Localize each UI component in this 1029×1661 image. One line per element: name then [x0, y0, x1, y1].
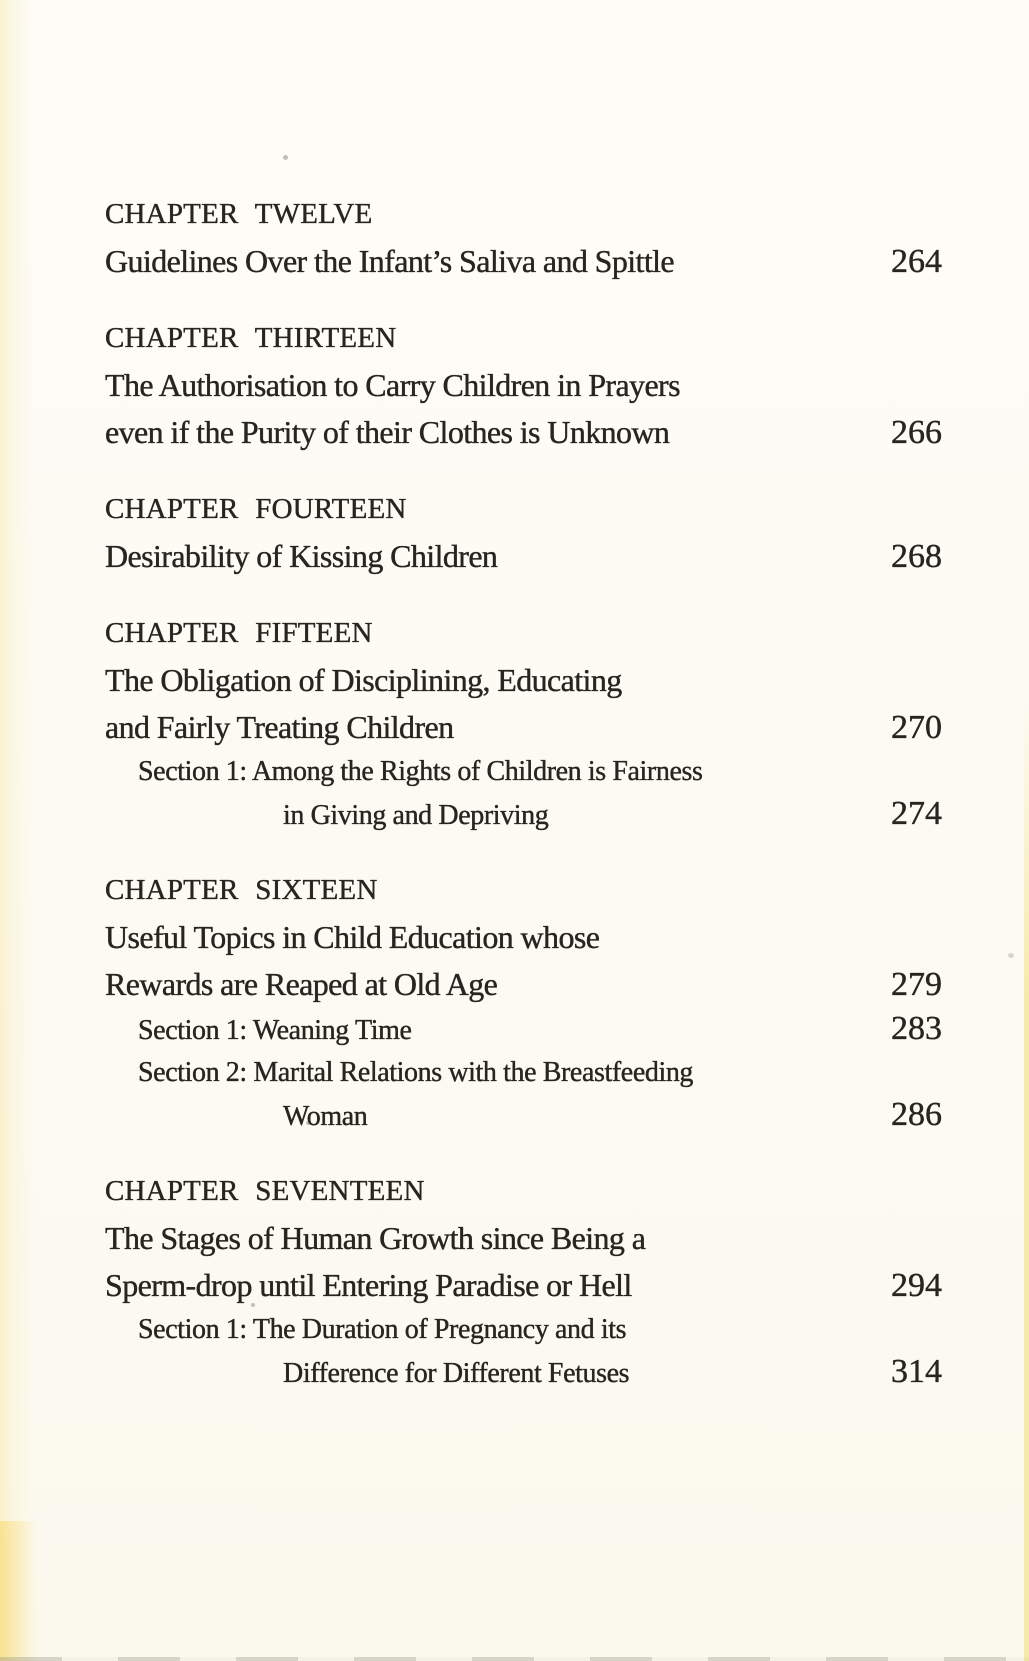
- toc-entry-title: Sperm-drop until Entering Paradise or Hell: [105, 1267, 632, 1303]
- toc-chapter-block-seventeen: [105, 1168, 942, 1395]
- chapter-heading: CHAPTER FIFTEEN: [105, 617, 373, 649]
- toc-entry-title: The Stages of Human Growth since Being a: [105, 1220, 646, 1256]
- toc-continuation-line: [105, 1094, 942, 1138]
- chapter-heading: CHAPTER TWELVE: [105, 198, 373, 230]
- toc-title-line: [105, 657, 942, 704]
- toc-entry-title: even if the Purity of their Clothes is Unknown: [105, 414, 670, 450]
- toc-section-title-continued: Difference for Different Fetuses: [283, 1358, 630, 1389]
- chapter-heading: CHAPTER FOURTEEN: [105, 493, 407, 525]
- toc-section-title: Section 2: Marital Relations with the Breastfeeding: [138, 1057, 694, 1088]
- toc-continuation-line: [105, 1351, 942, 1395]
- page-number: 294: [891, 1267, 942, 1304]
- toc-title-line: [105, 409, 942, 456]
- page-number: 314: [891, 1353, 942, 1390]
- page-number: 266: [891, 414, 942, 451]
- toc-section-line: [105, 1309, 942, 1351]
- page-number: 279: [891, 966, 942, 1003]
- toc-chapter-block-fifteen: [105, 610, 942, 837]
- toc-title-line: [105, 1215, 942, 1262]
- toc-entry-title: The Obligation of Disciplining, Educating: [105, 662, 622, 698]
- toc-section-title-continued: in Giving and Depriving: [283, 800, 549, 831]
- toc-title-line: [105, 1262, 942, 1309]
- page-number: 274: [891, 795, 942, 832]
- toc-chapter-block-twelve: [105, 191, 942, 285]
- page-corner-tint: [0, 1521, 42, 1661]
- toc-section-title: Section 1: The Duration of Pregnancy and its: [138, 1314, 627, 1345]
- toc-section-line: [105, 751, 942, 793]
- toc-title-line: [105, 914, 942, 961]
- toc-entry-title: The Authorisation to Carry Children in Prayers: [105, 367, 680, 403]
- page-number: 286: [891, 1096, 942, 1133]
- toc-chapter-block-thirteen: [105, 315, 942, 456]
- toc-entry-title: Rewards are Reaped at Old Age: [105, 966, 498, 1002]
- toc-title-line: [105, 238, 942, 285]
- toc-entry-title: Guidelines Over the Infant’s Saliva and Spittle: [105, 243, 675, 279]
- page-number: 270: [891, 709, 942, 746]
- chapter-heading: CHAPTER THIRTEEN: [105, 322, 397, 354]
- toc-section-line: [105, 1008, 942, 1052]
- page-number: 264: [891, 243, 942, 280]
- chapter-heading: CHAPTER SEVENTEEN: [105, 1175, 425, 1207]
- toc-section-line: [105, 1052, 942, 1094]
- toc-chapter-block-fourteen: [105, 486, 942, 580]
- toc-title-line: [105, 362, 942, 409]
- toc-title-line: [105, 961, 942, 1008]
- page-number: 268: [891, 538, 942, 575]
- toc-entry-title: Desirability of Kissing Children: [105, 538, 498, 574]
- toc-continuation-line: [105, 793, 942, 837]
- toc-section-title: Section 1: Weaning Time: [138, 1015, 412, 1046]
- toc-title-line: [105, 533, 942, 580]
- toc-section-title-continued: Woman: [283, 1101, 368, 1132]
- page-number: 283: [891, 1010, 942, 1047]
- toc-entry-title: and Fairly Treating Children: [105, 709, 454, 745]
- toc-chapter-block-sixteen: [105, 867, 942, 1138]
- chapter-heading: CHAPTER SIXTEEN: [105, 874, 378, 906]
- toc-title-line: [105, 704, 942, 751]
- toc-section-title: Section 1: Among the Rights of Children is Fairness: [138, 756, 703, 787]
- toc-entry-title: Useful Topics in Child Education whose: [105, 919, 600, 955]
- page-bottom-scan-edge: [0, 1657, 1029, 1661]
